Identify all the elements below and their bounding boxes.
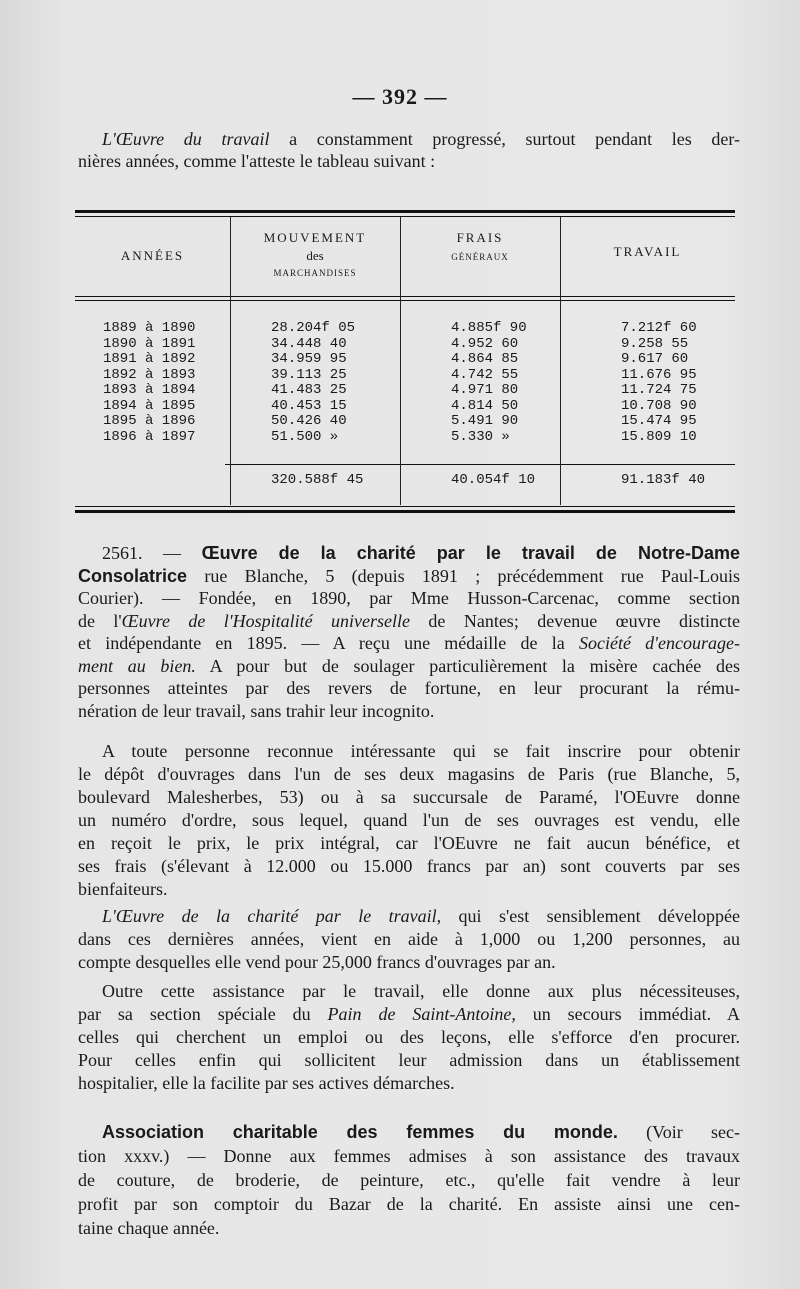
entry-2561-paragraph-4: [78, 980, 740, 1095]
assoc-line: de couture, de broderie, de peinture, etc., qu'elle fait vendre à leur: [78, 1170, 740, 1190]
p2-line: boulevard Malesherbes, 53) ou à sa succursale de Paramé, l'OEuvre donne: [78, 787, 740, 807]
header-mouvement-sub: MARCHANDISES: [273, 268, 357, 278]
header-frais-title: FRAIS: [456, 230, 504, 245]
table-top-rule-thick: [75, 210, 735, 213]
entry-2561: [78, 542, 740, 722]
table-cell-annees: 1896 à 1897: [103, 428, 196, 445]
p2-line: ses frais (s'élevant à 12.000 ou 15.000 francs par an) sont couverts par ses: [78, 856, 740, 876]
italic-text: Œuvre de l'Hospitalité universelle: [121, 610, 411, 631]
intro-text-1: a constamment progressé, surtout pendant les der-: [269, 129, 740, 149]
table-cell-annees: 1890 à 1891: [103, 335, 196, 352]
text: et indépendante en 1895. — A reçu une médaille de la: [78, 633, 579, 653]
text: par sa section spéciale du: [78, 1004, 328, 1024]
header-frais: [400, 230, 560, 262]
intro-paragraph: [78, 128, 740, 172]
p4-line: Pour celles enfin qui sollicitent leur admission dans un établissement: [78, 1050, 740, 1070]
entry-association: [78, 1120, 740, 1240]
table-cell-annees: 1893 à 1894: [103, 382, 196, 398]
table-cell-mouvement: 34.448 40: [271, 335, 347, 352]
entry-2561-line-7: personnes atteintes par des revers de fortune, en leur procurant la rému-: [78, 678, 740, 698]
header-mouvement-title: MOUVEMENT: [263, 230, 367, 245]
p2-line: A toute personne reconnue intéressante qui se fait inscrire pour obtenir: [102, 741, 740, 761]
italic-text: ment au bien.: [78, 655, 196, 676]
table-cell-frais: 4.814 50: [451, 397, 519, 414]
table-cell-annees: 1889 à 1890: [103, 320, 196, 336]
p3-line: dans ces dernières années, vient en aide à 1,000 ou 1,200 personnes, au: [78, 929, 740, 949]
text: A pour but de soulager particulièrement la misère cachée des: [195, 655, 741, 676]
entry-2561-paragraph-2: [78, 740, 740, 901]
p4-line: celles qui cherchent un emploi ou des leçons, elle s'efforce d'en procurer.: [78, 1027, 740, 1047]
table-cell-travail: 11.676 95: [621, 366, 697, 383]
header-frais-sub: GÉNÉRAUX: [451, 252, 509, 262]
p2-line: un numéro d'ordre, sous lequel, quand l'un de ses ouvrages est vendu, elle: [78, 810, 740, 830]
table-cell-mouvement: 41.483 25: [271, 382, 347, 398]
table-cell-frais: 5.330 »: [451, 428, 510, 445]
table-cell-travail: 10.708 90: [621, 397, 697, 414]
col-annees: [103, 321, 195, 445]
table-cell-travail: 9.617 60: [621, 351, 689, 367]
entry-2561-line-2: [78, 565, 740, 588]
table-cell-annees: 1894 à 1895: [103, 397, 196, 414]
intro-line-2: nières années, comme l'atteste le tableau suivant :: [78, 151, 436, 171]
text: (Voir sec-: [617, 1122, 741, 1142]
table-cell-mouvement: 51.500 »: [271, 428, 339, 445]
table-cell-frais: 5.491 90: [451, 413, 519, 429]
entry-title: Œuvre de la charité par le travail de Notre-Dame: [201, 543, 740, 563]
entry-address: rue Blanche, 5 (depuis 1891 ; précédemment rue Paul-Louis: [187, 565, 740, 586]
entry-2561-line-6: [78, 655, 740, 678]
table-cell-mouvement: 28.204f 05: [271, 320, 356, 336]
col-mouvement: [271, 321, 355, 445]
table-cell-frais: 4.885f 90: [451, 320, 527, 336]
table-cell-annees: 1892 à 1893: [103, 366, 196, 383]
text: qui s'est sensiblement développée: [441, 906, 740, 926]
data-table: [75, 210, 735, 510]
entry-2561-line-5: [78, 632, 740, 655]
header-annees: ANNÉES: [120, 248, 185, 263]
table-bottom-rule-thick: [75, 510, 735, 513]
table-cell-travail: 7.212f 60: [621, 320, 697, 336]
p2-line: le dépôt d'ouvrages dans l'un de ses deux magasins de Paris (rue Blanche, 5,: [78, 764, 740, 784]
p3-line-1: [78, 905, 740, 928]
table-cell-travail: 15.809 10: [621, 428, 697, 445]
text: de l': [78, 610, 122, 631]
table-cell-mouvement: 34.959 95: [271, 351, 347, 367]
table-bottom-rule-thin: [75, 506, 735, 507]
table-header-rule-2: [75, 300, 735, 301]
total-frais: 40.054f 10: [451, 472, 536, 488]
p2-line: en reçoit le prix, le prix intégral, car l'OEuvre ne fait aucun bénéfice, et: [78, 833, 740, 853]
header-travail: TRAVAIL: [613, 244, 682, 259]
intro-italic: L'Œuvre du travail: [102, 129, 270, 149]
p4-line: hospitalier, elle la facilite par ses actives démarches.: [78, 1073, 455, 1093]
text: de Nantes; devenue œuvre distincte: [410, 610, 740, 631]
table-cell-frais: 4.864 85: [451, 351, 519, 367]
p3-line: compte desquelles elle vend pour 25,000 francs d'ouvrages par an.: [78, 952, 556, 972]
total-travail: 91.183f 40: [621, 472, 706, 488]
col-frais: [451, 321, 527, 445]
table-header-rule: [75, 296, 735, 297]
table-cell-mouvement: 40.453 15: [271, 397, 347, 414]
table-cell-travail: 15.474 95: [621, 413, 697, 429]
total-mouvement: 320.588f 45: [271, 472, 364, 488]
p4-line-2: [78, 1003, 740, 1026]
page-number: — 392 —: [352, 84, 448, 109]
assoc-title: Association charitable des femmes du monde.: [102, 1122, 618, 1142]
table-cell-frais: 4.952 60: [451, 335, 519, 352]
table-cell-annees: 1891 à 1892: [103, 351, 196, 367]
table-total-rule: [225, 464, 735, 465]
intro-line-1: [78, 128, 740, 150]
assoc-line-1: [78, 1120, 740, 1144]
table-cell-travail: 11.724 75: [621, 382, 697, 398]
italic-text: L'Œuvre de la charité par le travail,: [102, 906, 442, 926]
p4-line: Outre cette assistance par le travail, elle donne aux plus nécessiteuses,: [102, 981, 740, 1001]
entry-2561-line-1: [78, 542, 740, 565]
entry-number: 2561. —: [102, 543, 202, 563]
table-col-divider-3: [560, 217, 561, 505]
assoc-line: profit par son comptoir du Bazar de la charité. En assiste ainsi une cen-: [78, 1194, 740, 1214]
header-mouvement-des: des: [306, 248, 324, 263]
entry-2561-line-3: Courier). — Fondée, en 1890, par Mme Husson-Carcenac, comme section: [78, 588, 740, 608]
table-cell-frais: 4.742 55: [451, 366, 519, 383]
italic-text: Pain de Saint-Antoine,: [327, 1004, 516, 1024]
table-top-rule-thin: [75, 216, 735, 217]
text: un secours immédiat. A: [515, 1004, 740, 1024]
table-cell-travail: 9.258 55: [621, 335, 689, 352]
table-cell-frais: 4.971 80: [451, 382, 519, 398]
entry-title-cont: Consolatrice: [78, 565, 188, 586]
assoc-line: tion xxxv.) — Donne aux femmes admises à son assistance des travaux: [78, 1146, 740, 1166]
header-mouvement: [230, 230, 400, 280]
entry-2561-line-4: [78, 610, 740, 633]
entry-2561-line-8: nération de leur travail, sans trahir leur incognito.: [78, 700, 435, 721]
italic-text: Société d'encourage-: [578, 633, 740, 653]
table-cell-mouvement: 50.426 40: [271, 413, 347, 429]
entry-2561-paragraph-3: [78, 905, 740, 974]
col-travail: [621, 321, 697, 445]
table-cell-annees: 1895 à 1896: [103, 413, 196, 429]
assoc-line: taine chaque année.: [78, 1218, 220, 1238]
table-cell-mouvement: 39.113 25: [271, 366, 347, 383]
p2-line: bienfaiteurs.: [78, 879, 168, 899]
